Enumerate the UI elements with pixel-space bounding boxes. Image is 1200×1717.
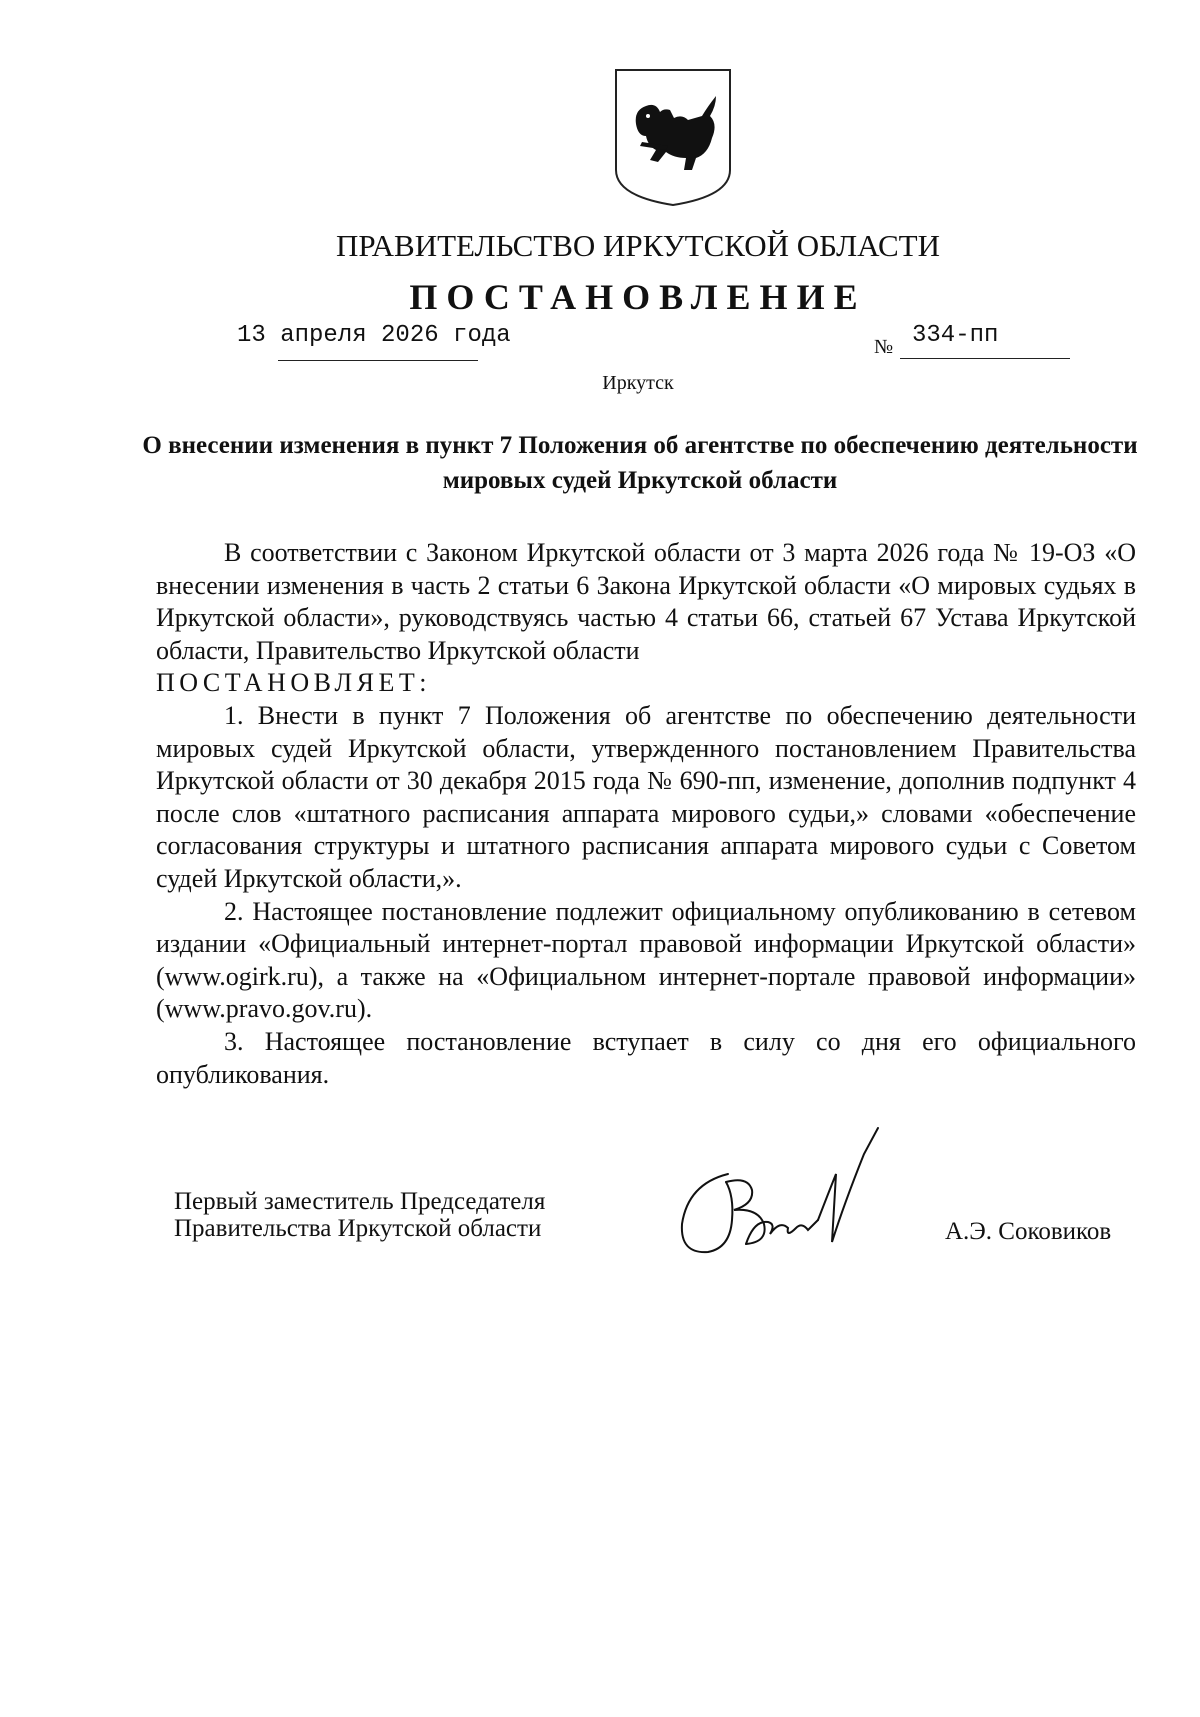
item-paragraph-1: 1. Внести в пункт 7 Положения об агентстве по обеспечению деятельности мировых судей Иркутской области, утвержденного постановлением Правительства Иркутской области от 30 декабря 2015 года № 690-пп, изменение, дополнив подпункт 4 после слов «штатного расписания аппарата мирового судьи,» словами «обеспечение согласования структуры и штатного расписания аппарата мирового судьи с Советом судей Иркутской области,». [156,700,1136,893]
handwritten-signature-icon [668,1124,898,1274]
item-paragraph-3: 3. Настоящее постановление вступает в силу со дня его официального опубликования. [156,1026,1136,1089]
city: Иркутск [602,372,674,394]
number-underline [900,358,1070,359]
document-body [156,537,1136,1091]
signatory-position [174,1188,545,1242]
document-date: 13 апреля 2026 года [237,322,511,349]
government-title: ПРАВИТЕЛЬСТВО ИРКУТСКОЙ ОБЛАСТИ [335,228,940,263]
decree-word: ПОСТАНОВЛЯЕТ: [156,668,431,698]
document-type: ПОСТАНОВЛЕНИЕ [409,277,867,317]
signatory-name: А.Э. Соковиков [945,1218,1112,1245]
item-paragraph-2: 2. Настоящее постановление подлежит официальному опубликованию в сетевом издании «Официальный интернет-портал правовой информации Иркутской области» (www.ogirk.ru), а также на «Официальном интернет-портале правовой информации» (www.pravo.gov.ru). [156,896,1136,1024]
signatory-position-line-2: Правительства Иркутской области [174,1215,542,1242]
document-number: 334-пп [912,322,999,349]
date-underline [278,360,478,361]
coat-of-arms-emblem-icon [612,66,734,208]
signatory-position-line-1: Первый заместитель Председателя [174,1188,546,1215]
document-subject: О внесении изменения в пункт 7 Положения об агентстве по обеспечению деятельности мировых судей Иркутской области [142,432,1138,494]
preamble-paragraph: В соответствии с Законом Иркутской области от 3 марта 2026 года № 19-ОЗ «О внесении изменения в часть 2 статьи 6 Закона Иркутской области «О мировых судьях в Иркутской области», руководствуясь частью 4 статьи 66, статьей 67 Устава Иркутской области, Правительство Иркутской области [156,538,1136,665]
number-sign: № [874,336,894,358]
